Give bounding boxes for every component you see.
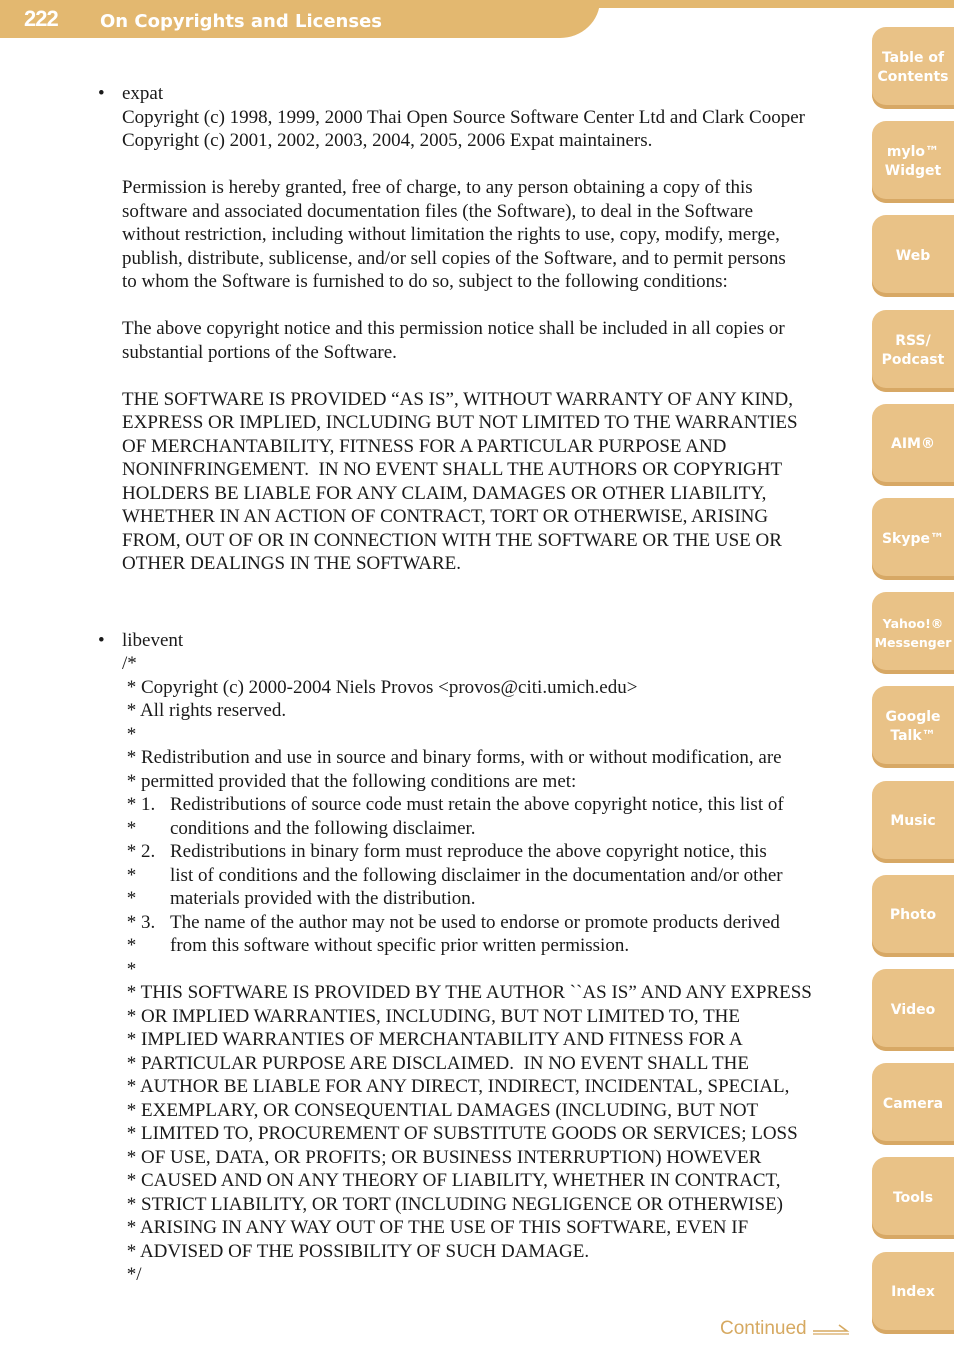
tab-label: Table of: [881, 50, 945, 66]
libevent-disclaimer: [122, 958, 858, 1287]
text-line: *: [122, 958, 137, 980]
text-line: * Redistribution and use in source and binary forms, with or without modification, are: [122, 747, 782, 768]
tab-label: Podcast: [881, 351, 945, 368]
tab-label: Widget: [884, 163, 942, 180]
tab-tools[interactable]: [872, 1157, 954, 1239]
text-line: * AUTHOR BE LIABLE FOR ANY DIRECT, INDIRECT, INCIDENTAL, SPECIAL,: [122, 1076, 790, 1097]
condition-text: conditions and the following disclaimer.: [170, 817, 476, 839]
text-line: *: [122, 723, 137, 745]
text-line: * All rights reserved.: [122, 700, 287, 721]
page-number: 222: [24, 6, 58, 31]
text-line: * permitted provided that the following conditions are met:: [122, 770, 577, 792]
text-line: * ARISING IN ANY WAY OUT OF THE USE OF THIS SOFTWARE, EVEN IF: [122, 1217, 749, 1238]
tab-table-of-contents[interactable]: [872, 27, 954, 109]
condition-text: list of conditions and the following disclaimer in the documentation and/or other: [170, 864, 783, 886]
libevent-conditions: [122, 793, 858, 958]
condition-line: [122, 840, 858, 864]
tab-label: Skype™: [881, 530, 945, 547]
tab-label: Yahoo!®: [882, 616, 944, 632]
condition-text: Redistributions of source code must retain the above copyright notice, this list of: [170, 794, 784, 815]
tab-label: mylo™: [886, 144, 940, 161]
tab-label: Tools: [892, 1189, 934, 1206]
tab-camera[interactable]: [872, 1063, 954, 1145]
tab-label: Photo: [889, 907, 937, 924]
arrow-right-icon: [813, 1322, 853, 1336]
bullet-icon: •: [98, 83, 105, 104]
condition-marker: * 3.: [122, 911, 156, 933]
condition-text: The name of the author may not be used to endorse or promote products derived: [170, 911, 780, 933]
expat-notice: [122, 317, 858, 364]
section-title: On Copyrights and Licenses: [100, 11, 382, 32]
tab-music[interactable]: [872, 781, 954, 863]
condition-line: [122, 887, 858, 911]
text-line: Permission is hereby granted, free of charge, to any person obtaining a copy of this: [122, 177, 753, 198]
condition-text: materials provided with the distribution.: [170, 888, 476, 909]
text-line: * Copyright (c) 2000-2004 Niels Provos <provos@citi.umich.edu>: [122, 676, 638, 698]
continued-label: Continued: [720, 1318, 807, 1339]
text-line: * THIS SOFTWARE IS PROVIDED BY THE AUTHOR ``AS IS” AND ANY EXPRESS: [122, 982, 812, 1003]
text-line: OF MERCHANTABILITY, FITNESS FOR A PARTICULAR PURPOSE AND: [122, 435, 727, 457]
text-line: /*: [122, 653, 137, 674]
text-line: */: [122, 1264, 142, 1285]
condition-line: [122, 911, 858, 935]
text-line: * STRICT LIABILITY, OR TORT (INCLUDING NEGLIGENCE OR OTHERWISE): [122, 1193, 784, 1215]
condition-line: [122, 934, 858, 958]
text-line: * ADVISED OF THE POSSIBILITY OF SUCH DAMAGE.: [122, 1240, 590, 1262]
tab-label: Video: [890, 1001, 936, 1018]
condition-marker: *: [122, 888, 137, 909]
tab-label: Messenger: [874, 635, 952, 651]
tab-label: Contents: [877, 69, 949, 85]
tab-photo[interactable]: [872, 875, 954, 957]
condition-line: [122, 817, 858, 841]
libevent-head: [122, 652, 858, 793]
license-name: libevent: [122, 629, 184, 651]
license-entry-expat: [98, 82, 858, 576]
page-header: [0, 0, 954, 40]
text-line: * OF USE, DATA, OR PROFITS; OR BUSINESS INTERRUPTION) HOWEVER: [122, 1146, 762, 1168]
text-line: EXPRESS OR IMPLIED, INCLUDING BUT NOT LIMITED TO THE WARRANTIES: [122, 412, 798, 433]
condition-marker: * 1.: [122, 794, 156, 815]
tab-google-talk[interactable]: [872, 686, 954, 768]
continued-link[interactable]: [720, 1318, 853, 1340]
text-line: OTHER DEALINGS IN THE SOFTWARE.: [122, 553, 461, 574]
condition-line: [122, 864, 858, 888]
condition-text: from this software without specific prior written permission.: [170, 935, 630, 956]
tab-rss-podcast[interactable]: [872, 310, 954, 392]
tab-web[interactable]: [872, 215, 954, 297]
tab-label: Talk™: [890, 728, 936, 745]
tab-label: Index: [891, 1284, 935, 1301]
license-entry-libevent: [98, 629, 858, 1287]
text-line: without restriction, including without limitation the rights to use, copy, modify, merge,: [122, 224, 780, 245]
condition-marker: *: [122, 817, 137, 839]
text-line: WHETHER IN AN ACTION OF CONTRACT, TORT OR OTHERWISE, ARISING: [122, 506, 769, 527]
license-content: [98, 82, 858, 1287]
expat-permission: [122, 176, 858, 294]
tab-label: Music: [890, 813, 936, 830]
text-line: The above copyright notice and this permission notice shall be included in all copies or: [122, 318, 785, 339]
text-line: Copyright (c) 2001, 2002, 2003, 2004, 2005, 2006 Expat maintainers.: [122, 130, 653, 151]
tab-label: RSS/: [895, 332, 931, 349]
expat-copyright: [122, 106, 858, 153]
license-name: expat: [122, 83, 164, 104]
header-rule: [560, 0, 954, 8]
text-line: * IMPLIED WARRANTIES OF MERCHANTABILITY AND FITNESS FOR A: [122, 1029, 743, 1050]
bullet-icon: •: [98, 629, 105, 651]
tab-skype[interactable]: [872, 498, 954, 580]
tab-label: Google: [885, 709, 941, 726]
condition-text: Redistributions in binary form must reproduce the above copyright notice, this: [170, 841, 767, 862]
text-line: * LIMITED TO, PROCUREMENT OF SUBSTITUTE GOODS OR SERVICES; LOSS: [122, 1123, 798, 1144]
tab-video[interactable]: [872, 969, 954, 1051]
text-line: substantial portions of the Software.: [122, 341, 397, 363]
text-line: publish, distribute, sublicense, and/or sell copies of the Software, and to permit persons: [122, 247, 786, 269]
tab-label: Camera: [882, 1095, 944, 1112]
tab-label: Web: [895, 247, 931, 264]
tab-index[interactable]: [872, 1252, 954, 1334]
text-line: * OR IMPLIED WARRANTIES, INCLUDING, BUT NOT LIMITED TO, THE: [122, 1005, 741, 1027]
text-line: * CAUSED AND ON ANY THEORY OF LIABILITY, WHETHER IN CONTRACT,: [122, 1170, 781, 1191]
text-line: Copyright (c) 1998, 1999, 2000 Thai Open Source Software Center Ltd and Clark Cooper: [122, 106, 805, 128]
tab-label: AIM®: [891, 436, 935, 453]
expat-warranty: [122, 388, 858, 576]
text-line: to whom the Software is furnished to do so, subject to the following conditions:: [122, 271, 728, 292]
text-line: NONINFRINGEMENT. IN NO EVENT SHALL THE AUTHORS OR COPYRIGHT: [122, 459, 783, 480]
condition-marker: * 2.: [122, 841, 156, 862]
text-line: * EXEMPLARY, OR CONSEQUENTIAL DAMAGES (INCLUDING, BUT NOT: [122, 1099, 759, 1121]
condition-marker: *: [122, 935, 137, 956]
text-line: * PARTICULAR PURPOSE ARE DISCLAIMED. IN NO EVENT SHALL THE: [122, 1052, 749, 1074]
condition-line: [122, 793, 858, 817]
condition-marker: *: [122, 864, 137, 886]
tab-yahoo-messenger[interactable]: [872, 592, 954, 674]
tab-mylo-widget[interactable]: [872, 121, 954, 203]
text-line: software and associated documentation files (the Software), to deal in the Software: [122, 200, 754, 222]
text-line: THE SOFTWARE IS PROVIDED “AS IS”, WITHOUT WARRANTY OF ANY KIND,: [122, 388, 793, 410]
tab-aim[interactable]: [872, 404, 954, 486]
text-line: HOLDERS BE LIABLE FOR ANY CLAIM, DAMAGES OR OTHER LIABILITY,: [122, 482, 767, 504]
text-line: FROM, OUT OF OR IN CONNECTION WITH THE SOFTWARE OR THE USE OR: [122, 529, 782, 551]
